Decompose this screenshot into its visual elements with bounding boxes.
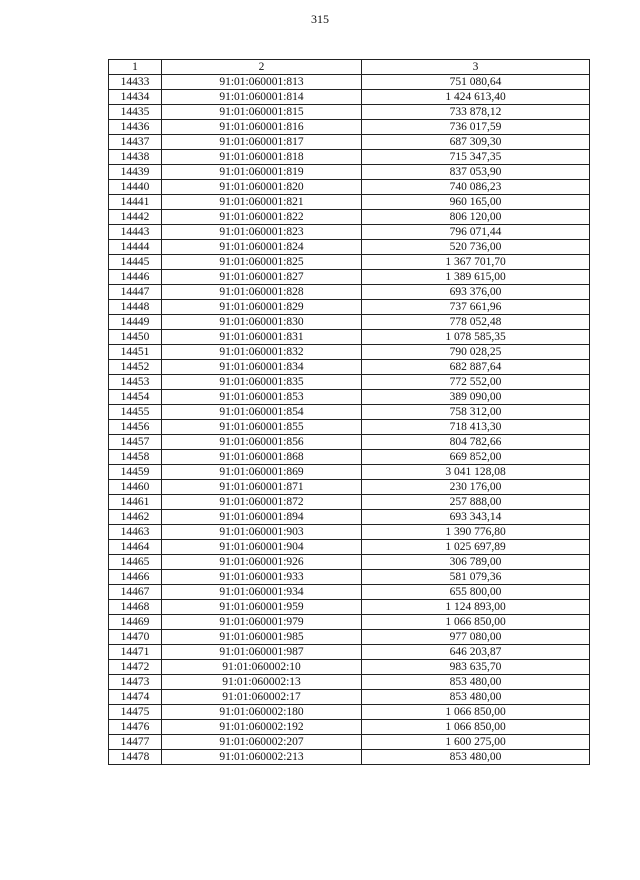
row-number-cell: 14447 bbox=[109, 285, 162, 300]
cadastral-number-cell: 91:01:060001:829 bbox=[162, 300, 362, 315]
value-cell: 740 086,23 bbox=[362, 180, 590, 195]
table-row bbox=[109, 180, 590, 195]
row-number-cell: 14462 bbox=[109, 510, 162, 525]
table-row bbox=[109, 165, 590, 180]
table-row bbox=[109, 450, 590, 465]
table-row bbox=[109, 630, 590, 645]
table-row bbox=[109, 345, 590, 360]
table-row bbox=[109, 540, 590, 555]
row-number-cell: 14471 bbox=[109, 645, 162, 660]
value-cell: 736 017,59 bbox=[362, 120, 590, 135]
value-cell: 853 480,00 bbox=[362, 750, 590, 765]
value-cell: 646 203,87 bbox=[362, 645, 590, 660]
row-number-cell: 14475 bbox=[109, 705, 162, 720]
row-number-cell: 14466 bbox=[109, 570, 162, 585]
row-number-cell: 14473 bbox=[109, 675, 162, 690]
table-row bbox=[109, 105, 590, 120]
value-cell: 718 413,30 bbox=[362, 420, 590, 435]
cadastral-number-cell: 91:01:060001:835 bbox=[162, 375, 362, 390]
value-cell: 257 888,00 bbox=[362, 495, 590, 510]
row-number-cell: 14433 bbox=[109, 75, 162, 90]
value-cell: 1 389 615,00 bbox=[362, 270, 590, 285]
cadastral-number-cell: 91:01:060001:813 bbox=[162, 75, 362, 90]
row-number-cell: 14435 bbox=[109, 105, 162, 120]
cadastral-number-cell: 91:01:060001:872 bbox=[162, 495, 362, 510]
row-number-cell: 14476 bbox=[109, 720, 162, 735]
cadastral-number-cell: 91:01:060002:13 bbox=[162, 675, 362, 690]
table-row bbox=[109, 285, 590, 300]
cadastral-number-cell: 91:01:060001:985 bbox=[162, 630, 362, 645]
row-number-cell: 14465 bbox=[109, 555, 162, 570]
table-row bbox=[109, 390, 590, 405]
row-number-cell: 14442 bbox=[109, 210, 162, 225]
value-cell: 837 053,90 bbox=[362, 165, 590, 180]
cadastral-number-cell: 91:01:060001:822 bbox=[162, 210, 362, 225]
cadastral-number-cell: 91:01:060001:818 bbox=[162, 150, 362, 165]
value-cell: 758 312,00 bbox=[362, 405, 590, 420]
value-cell: 960 165,00 bbox=[362, 195, 590, 210]
table-row bbox=[109, 645, 590, 660]
table-row bbox=[109, 615, 590, 630]
row-number-cell: 14459 bbox=[109, 465, 162, 480]
table-row bbox=[109, 135, 590, 150]
value-cell: 983 635,70 bbox=[362, 660, 590, 675]
cadastral-number-cell: 91:01:060002:10 bbox=[162, 660, 362, 675]
cadastral-number-cell: 91:01:060001:959 bbox=[162, 600, 362, 615]
value-cell: 1 066 850,00 bbox=[362, 705, 590, 720]
cadastral-number-cell: 91:01:060001:979 bbox=[162, 615, 362, 630]
cadastral-number-cell: 91:01:060002:192 bbox=[162, 720, 362, 735]
value-cell: 853 480,00 bbox=[362, 675, 590, 690]
value-cell: 693 343,14 bbox=[362, 510, 590, 525]
data-table bbox=[108, 59, 590, 765]
value-cell: 687 309,30 bbox=[362, 135, 590, 150]
cadastral-number-cell: 91:01:060001:819 bbox=[162, 165, 362, 180]
table-row bbox=[109, 375, 590, 390]
value-cell: 1 066 850,00 bbox=[362, 615, 590, 630]
table-row bbox=[109, 555, 590, 570]
cadastral-number-cell: 91:01:060001:828 bbox=[162, 285, 362, 300]
table-row bbox=[109, 270, 590, 285]
table-row bbox=[109, 300, 590, 315]
cadastral-number-cell: 91:01:060001:824 bbox=[162, 240, 362, 255]
table-row bbox=[109, 435, 590, 450]
cadastral-number-cell: 91:01:060001:821 bbox=[162, 195, 362, 210]
row-number-cell: 14448 bbox=[109, 300, 162, 315]
table-row bbox=[109, 720, 590, 735]
value-cell: 715 347,35 bbox=[362, 150, 590, 165]
row-number-cell: 14441 bbox=[109, 195, 162, 210]
value-cell: 655 800,00 bbox=[362, 585, 590, 600]
row-number-cell: 14464 bbox=[109, 540, 162, 555]
table-row bbox=[109, 735, 590, 750]
table-row bbox=[109, 510, 590, 525]
table-row bbox=[109, 90, 590, 105]
cadastral-number-cell: 91:01:060001:934 bbox=[162, 585, 362, 600]
cadastral-number-cell: 91:01:060001:831 bbox=[162, 330, 362, 345]
cadastral-number-cell: 91:01:060001:832 bbox=[162, 345, 362, 360]
table-row bbox=[109, 150, 590, 165]
column-header-3: 3 bbox=[362, 60, 590, 75]
cadastral-number-cell: 91:01:060001:834 bbox=[162, 360, 362, 375]
cadastral-number-cell: 91:01:060001:904 bbox=[162, 540, 362, 555]
value-cell: 737 661,96 bbox=[362, 300, 590, 315]
value-cell: 1 424 613,40 bbox=[362, 90, 590, 105]
value-cell: 389 090,00 bbox=[362, 390, 590, 405]
row-number-cell: 14450 bbox=[109, 330, 162, 345]
value-cell: 806 120,00 bbox=[362, 210, 590, 225]
value-cell: 1 390 776,80 bbox=[362, 525, 590, 540]
row-number-cell: 14458 bbox=[109, 450, 162, 465]
cadastral-number-cell: 91:01:060001:817 bbox=[162, 135, 362, 150]
cadastral-number-cell: 91:01:060001:856 bbox=[162, 435, 362, 450]
row-number-cell: 14461 bbox=[109, 495, 162, 510]
table-body bbox=[109, 75, 590, 765]
table-row bbox=[109, 360, 590, 375]
cadastral-number-cell: 91:01:060001:933 bbox=[162, 570, 362, 585]
row-number-cell: 14460 bbox=[109, 480, 162, 495]
value-cell: 778 052,48 bbox=[362, 315, 590, 330]
value-cell: 1 600 275,00 bbox=[362, 735, 590, 750]
row-number-cell: 14456 bbox=[109, 420, 162, 435]
page-number: 315 bbox=[311, 12, 329, 26]
table-row bbox=[109, 75, 590, 90]
row-number-cell: 14474 bbox=[109, 690, 162, 705]
row-number-cell: 14449 bbox=[109, 315, 162, 330]
row-number-cell: 14453 bbox=[109, 375, 162, 390]
table-row bbox=[109, 585, 590, 600]
cadastral-number-cell: 91:01:060002:213 bbox=[162, 750, 362, 765]
value-cell: 669 852,00 bbox=[362, 450, 590, 465]
cadastral-number-cell: 91:01:060001:987 bbox=[162, 645, 362, 660]
value-cell: 1 124 893,00 bbox=[362, 600, 590, 615]
value-cell: 306 789,00 bbox=[362, 555, 590, 570]
table-row bbox=[109, 225, 590, 240]
row-number-cell: 14472 bbox=[109, 660, 162, 675]
row-number-cell: 14446 bbox=[109, 270, 162, 285]
row-number-cell: 14455 bbox=[109, 405, 162, 420]
cadastral-number-cell: 91:01:060001:830 bbox=[162, 315, 362, 330]
value-cell: 751 080,64 bbox=[362, 75, 590, 90]
row-number-cell: 14440 bbox=[109, 180, 162, 195]
table-row bbox=[109, 420, 590, 435]
cadastral-number-cell: 91:01:060001:825 bbox=[162, 255, 362, 270]
cadastral-number-cell: 91:01:060001:926 bbox=[162, 555, 362, 570]
table-row bbox=[109, 480, 590, 495]
row-number-cell: 14463 bbox=[109, 525, 162, 540]
table-row bbox=[109, 705, 590, 720]
row-number-cell: 14467 bbox=[109, 585, 162, 600]
value-cell: 733 878,12 bbox=[362, 105, 590, 120]
cadastral-number-cell: 91:01:060001:868 bbox=[162, 450, 362, 465]
value-cell: 682 887,64 bbox=[362, 360, 590, 375]
cadastral-number-cell: 91:01:060001:823 bbox=[162, 225, 362, 240]
cadastral-number-cell: 91:01:060001:894 bbox=[162, 510, 362, 525]
column-header-1: 1 bbox=[109, 60, 162, 75]
cadastral-number-cell: 91:01:060002:17 bbox=[162, 690, 362, 705]
table-row bbox=[109, 465, 590, 480]
row-number-cell: 14444 bbox=[109, 240, 162, 255]
value-cell: 1 367 701,70 bbox=[362, 255, 590, 270]
value-cell: 1 066 850,00 bbox=[362, 720, 590, 735]
row-number-cell: 14470 bbox=[109, 630, 162, 645]
row-number-cell: 14445 bbox=[109, 255, 162, 270]
table-row bbox=[109, 525, 590, 540]
cadastral-number-cell: 91:01:060001:827 bbox=[162, 270, 362, 285]
column-header-2: 2 bbox=[162, 60, 362, 75]
row-number-cell: 14439 bbox=[109, 165, 162, 180]
row-number-cell: 14436 bbox=[109, 120, 162, 135]
cadastral-number-cell: 91:01:060001:855 bbox=[162, 420, 362, 435]
table-row bbox=[109, 690, 590, 705]
cadastral-number-cell: 91:01:060001:820 bbox=[162, 180, 362, 195]
value-cell: 1 025 697,89 bbox=[362, 540, 590, 555]
row-number-cell: 14437 bbox=[109, 135, 162, 150]
cadastral-number-cell: 91:01:060001:869 bbox=[162, 465, 362, 480]
table-row bbox=[109, 255, 590, 270]
row-number-cell: 14469 bbox=[109, 615, 162, 630]
table-row bbox=[109, 405, 590, 420]
cadastral-number-cell: 91:01:060001:854 bbox=[162, 405, 362, 420]
row-number-cell: 14468 bbox=[109, 600, 162, 615]
table-row bbox=[109, 570, 590, 585]
table-row bbox=[109, 750, 590, 765]
value-cell: 520 736,00 bbox=[362, 240, 590, 255]
row-number-cell: 14434 bbox=[109, 90, 162, 105]
value-cell: 796 071,44 bbox=[362, 225, 590, 240]
value-cell: 804 782,66 bbox=[362, 435, 590, 450]
cadastral-number-cell: 91:01:060001:903 bbox=[162, 525, 362, 540]
row-number-cell: 14478 bbox=[109, 750, 162, 765]
cadastral-number-cell: 91:01:060002:207 bbox=[162, 735, 362, 750]
row-number-cell: 14477 bbox=[109, 735, 162, 750]
table-row bbox=[109, 675, 590, 690]
value-cell: 581 079,36 bbox=[362, 570, 590, 585]
table-row bbox=[109, 660, 590, 675]
row-number-cell: 14438 bbox=[109, 150, 162, 165]
row-number-cell: 14454 bbox=[109, 390, 162, 405]
table-row bbox=[109, 315, 590, 330]
row-number-cell: 14443 bbox=[109, 225, 162, 240]
table-row bbox=[109, 240, 590, 255]
value-cell: 3 041 128,08 bbox=[362, 465, 590, 480]
value-cell: 853 480,00 bbox=[362, 690, 590, 705]
cadastral-number-cell: 91:01:060002:180 bbox=[162, 705, 362, 720]
cadastral-number-cell: 91:01:060001:814 bbox=[162, 90, 362, 105]
table-row bbox=[109, 120, 590, 135]
cadastral-number-cell: 91:01:060001:871 bbox=[162, 480, 362, 495]
value-cell: 1 078 585,35 bbox=[362, 330, 590, 345]
value-cell: 772 552,00 bbox=[362, 375, 590, 390]
table-row bbox=[109, 600, 590, 615]
cadastral-number-cell: 91:01:060001:816 bbox=[162, 120, 362, 135]
table-row bbox=[109, 195, 590, 210]
row-number-cell: 14452 bbox=[109, 360, 162, 375]
table-row bbox=[109, 495, 590, 510]
cadastral-number-cell: 91:01:060001:853 bbox=[162, 390, 362, 405]
value-cell: 790 028,25 bbox=[362, 345, 590, 360]
table-row bbox=[109, 330, 590, 345]
cadastral-number-cell: 91:01:060001:815 bbox=[162, 105, 362, 120]
row-number-cell: 14457 bbox=[109, 435, 162, 450]
table-header-row bbox=[109, 60, 590, 75]
value-cell: 693 376,00 bbox=[362, 285, 590, 300]
row-number-cell: 14451 bbox=[109, 345, 162, 360]
value-cell: 977 080,00 bbox=[362, 630, 590, 645]
table-row bbox=[109, 210, 590, 225]
value-cell: 230 176,00 bbox=[362, 480, 590, 495]
